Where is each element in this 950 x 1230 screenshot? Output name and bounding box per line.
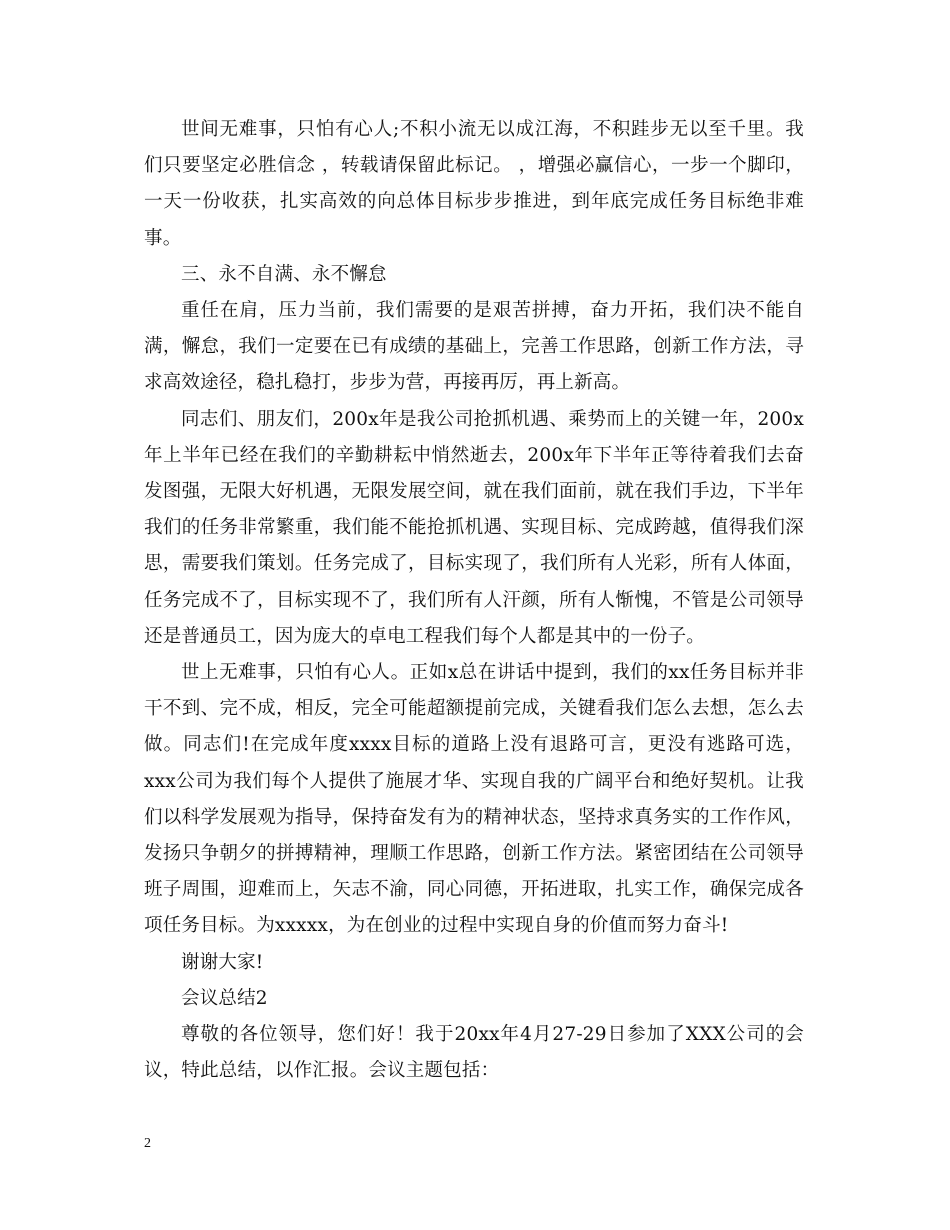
paragraph-nothing-impossible: 世上无难事，只怕有心人。正如x总在讲话中提到，我们的xx任务目标并非干不到、完不成，相反，完全可能超额提前完成，关键看我们怎么去想，怎么去做。同志们!在完成年度xxxx目标的道路上没有退路可言，更没有逃路可选，xxx公司为我们每个人提供了施展才华、实现自我的广阔平台和绝好契机。让我们以科学发展观为指导，保持奋发有为的精神状态，坚持求真务实的工作作风，发扬只争朝夕的拼搏精神，理顺工作思路，创新工作方法。紧密团结在公司领导班子周围，迎难而上，矢志不渝，同心同德，开拓进取，扎实工作，确保完成各项任务目标。为xxxxx，为在创业的过程中实现自身的价值而努力奋斗! bbox=[144, 662, 804, 937]
paragraph-responsibility: 重任在肩，压力当前，我们需要的是艰苦拼搏，奋力开拓，我们决不能自满，懈怠，我们一定要在已有成绩的基础上，完善工作思路，创新工作方法，寻求高效途径，稳扎稳打，步步为营，再接再厉，再上新高。 bbox=[144, 300, 804, 394]
paragraph-meeting-intro: 尊敬的各位领导，您们好！我于20xx年4月27-29日参加了XXX公司的会议，特此总结，以作汇报。会议主题包括： bbox=[144, 1024, 804, 1082]
paragraph-comrades: 同志们、朋友们，200x年是我公司抢抓机遇、乘势而上的关键一年，200x年上半年已经在我们的辛勤耕耘中悄然逝去，200x年下半年正等待着我们去奋发图强，无限大好机遇，无限发展空间，就在我们面前，就在我们手边，下半年我们的任务非常繁重，我们能不能抢抓机遇、实现目标、完成跨越，值得我们深思，需要我们策划。任务完成了，目标实现了，我们所有人光彩，所有人体面，任务完成不了，目标实现不了，我们所有人汗颜，所有人惭愧，不管是公司领导还是普通员工，因为庞大的卓电工程我们每个人都是其中的一份子。 bbox=[144, 408, 804, 647]
section-heading-three: 三、永不自满、永不懈怠 bbox=[181, 263, 387, 285]
paragraph-perseverance: 世间无难事，只怕有心人;不积小流无以成江海，不积跬步无以至千里。我们只要坚定必胜信念 ，转载请保留此标记。 ，增强必赢信心，一步一个脚印，一天一份收获，扎实高效的向总体目标步步推进，到年底完成任务目标绝非难事。 bbox=[144, 119, 804, 249]
paragraph-thanks: 谢谢大家! bbox=[181, 951, 264, 973]
meeting-summary-heading: 会议总结2 bbox=[181, 987, 268, 1009]
page-number: 2 bbox=[144, 1136, 151, 1151]
document-body bbox=[144, 112, 804, 1089]
